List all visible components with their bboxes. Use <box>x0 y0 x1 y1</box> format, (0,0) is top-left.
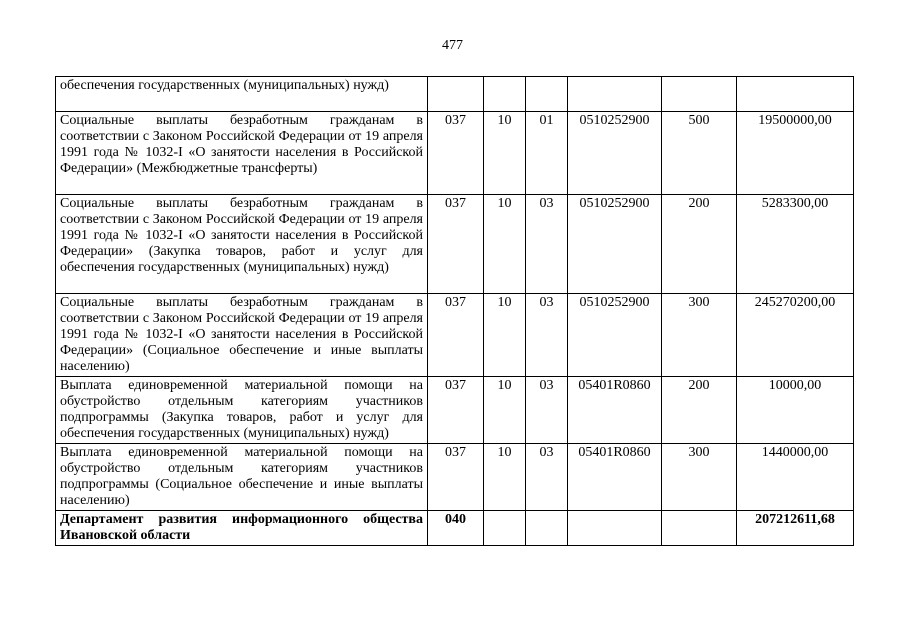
subsection-code-cell <box>526 511 568 546</box>
ministry-code-cell: 037 <box>428 377 484 444</box>
section-code-cell: 10 <box>484 444 526 511</box>
ministry-code-cell: 037 <box>428 112 484 195</box>
ministry-code-cell: 037 <box>428 195 484 294</box>
section-code-cell: 10 <box>484 294 526 377</box>
amount-cell <box>737 77 854 112</box>
ministry-code-cell: 040 <box>428 511 484 546</box>
table-row <box>56 294 854 377</box>
subsection-code-cell: 03 <box>526 377 568 444</box>
row-name-cell: Социальные выплаты безработным гражданам в соответствии с Законом Российской Федерации от 19 апреля 1991 года № 1032-I «О занятости населения в Российской Федерации» (Закупка товаров, работ и услуг для обеспечения государственных (муниципальных) нужд) <box>56 195 428 294</box>
row-name-cell: Социальные выплаты безработным гражданам в соответствии с Законом Российской Федерации от 19 апреля 1991 года № 1032-I «О занятости населения в Российской Федерации» (Социальное обеспечение и иные выплаты населению) <box>56 294 428 377</box>
section-code-cell <box>484 77 526 112</box>
amount-cell: 207212611,68 <box>737 511 854 546</box>
amount-cell: 19500000,00 <box>737 112 854 195</box>
subsection-code-cell: 01 <box>526 112 568 195</box>
row-name-cell: обеспечения государственных (муниципальных) нужд) <box>56 77 428 112</box>
target-article-cell <box>568 77 662 112</box>
table-row <box>56 377 854 444</box>
table-row-total <box>56 511 854 546</box>
row-name-cell: Социальные выплаты безработным гражданам в соответствии с Законом Российской Федерации от 19 апреля 1991 года № 1032-I «О занятости населения в Российской Федерации» (Межбюджетные трансферты) <box>56 112 428 195</box>
expense-type-cell: 200 <box>662 377 737 444</box>
expense-type-cell: 200 <box>662 195 737 294</box>
expense-type-cell <box>662 77 737 112</box>
table-row <box>56 77 854 112</box>
row-name-cell: Выплата единовременной материальной помощи на обустройство отдельным категориям участников подпрограммы (Социальное обеспечение и иные выплаты населению) <box>56 444 428 511</box>
subsection-code-cell: 03 <box>526 294 568 377</box>
ministry-code-cell <box>428 77 484 112</box>
amount-cell: 10000,00 <box>737 377 854 444</box>
budget-table <box>55 76 854 546</box>
target-article-cell <box>568 511 662 546</box>
target-article-cell: 05401R0860 <box>568 377 662 444</box>
table-row <box>56 195 854 294</box>
target-article-cell: 0510252900 <box>568 112 662 195</box>
table-row <box>56 444 854 511</box>
expense-type-cell: 300 <box>662 294 737 377</box>
amount-cell: 1440000,00 <box>737 444 854 511</box>
row-name-cell: Выплата единовременной материальной помощи на обустройство отдельным категориям участников подпрограммы (Закупка товаров, работ и услуг для обеспечения государственных (муниципальных) нужд) <box>56 377 428 444</box>
expense-type-cell <box>662 511 737 546</box>
amount-cell: 5283300,00 <box>737 195 854 294</box>
subsection-code-cell: 03 <box>526 444 568 511</box>
section-code-cell: 10 <box>484 112 526 195</box>
section-code-cell: 10 <box>484 377 526 444</box>
subsection-code-cell <box>526 77 568 112</box>
ministry-code-cell: 037 <box>428 444 484 511</box>
target-article-cell: 05401R0860 <box>568 444 662 511</box>
row-name-cell: Департамент развития информационного общества Ивановской области <box>56 511 428 546</box>
target-article-cell: 0510252900 <box>568 195 662 294</box>
expense-type-cell: 300 <box>662 444 737 511</box>
expense-type-cell: 500 <box>662 112 737 195</box>
section-code-cell: 10 <box>484 195 526 294</box>
page-number: 477 <box>442 38 463 53</box>
table-row <box>56 112 854 195</box>
subsection-code-cell: 03 <box>526 195 568 294</box>
section-code-cell <box>484 511 526 546</box>
ministry-code-cell: 037 <box>428 294 484 377</box>
amount-cell: 245270200,00 <box>737 294 854 377</box>
target-article-cell: 0510252900 <box>568 294 662 377</box>
